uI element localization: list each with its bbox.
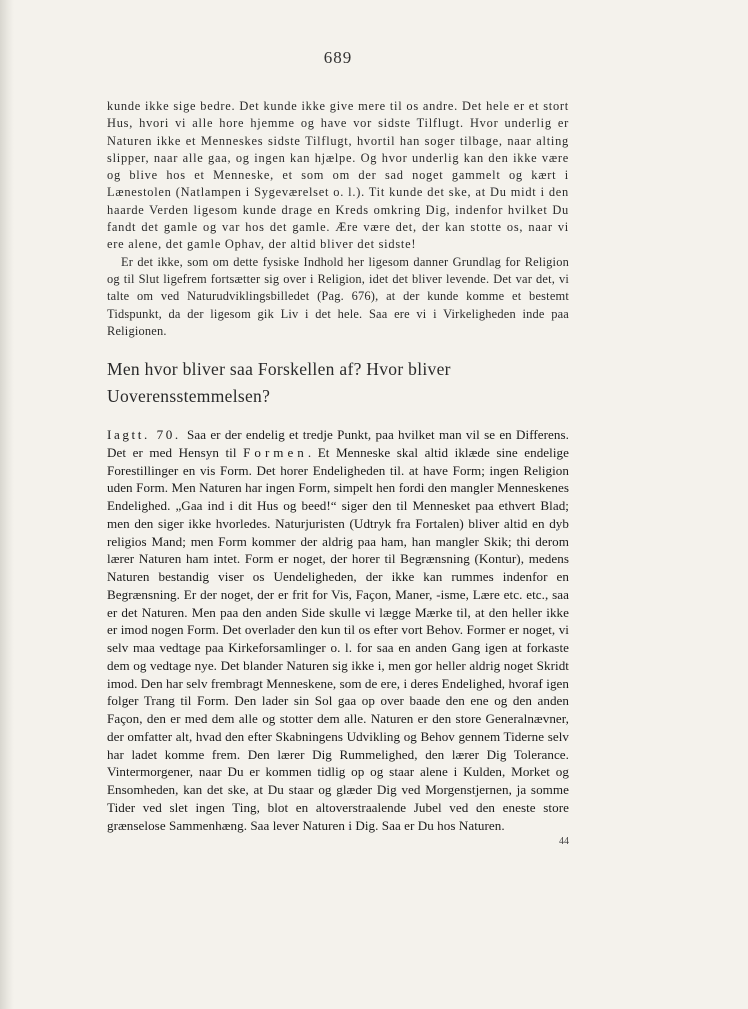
paragraph-religion: Er det ikke, som om dette fysiske Indhold her ligesom danner Grundlag for Religion og til Slut ligefrem fortsætter sig over i Religion, idet det bliver levende. Det var det, vi talte om ved Naturudviklingsbilledet (Pag. 676), at der kunde komme et bestemt Tidspunkt, da der ligesom gik Liv i det hele. Saa ere vi i Virkeligheden inde paa Religionen. [107,254,569,338]
book-page [107,48,569,847]
emphasized-word: Formen [243,444,308,460]
paragraph-text-b: . Et Menneske skal altid iklæde sine endelige Forestillinger en vis Form. Det horer Endeligheden til. at have Form; ingen Religion uden Form. Men Naturen har ingen Form, simpelt hen fordi den mangler Menneskenes Endelighed. „Gaa ind i dit Hus og beed!“ siger den til Mennesket paa ethvert Blad; men den siger ikke hvorledes. Naturjuristen (Udtryk fra Fortalen) bliver altid en dyb religios Mand; men Form kommer der aldrig paa ham, han mangler Skik; thi derom lærer Naturen ham intet. Form er noget, der horer til Begrænsning (Kontur), medens Naturen bestandig viser os Uendeligheden, der ikke kan rummes indenfor en Begrænsning. Er der noget, der er frit for Vis, Façon, Maner, -isme, Lære etc. etc., saa er det Naturen. Men paa den anden Side skulle vi lægge Mærke til, at den heller ikke er imod nogen Form. Det overlader den kun til os efter vort Behov. Former er noget, vi selv maa vedtage paa Kirkeforsamlinger o. l. for saa en anden Gang igen at forkaste dem og vedtage nye. Det blander Naturen sig ikke i, men gor heller aldrig noget Skridt imod. Den har selv frembragt Menneskene, som de ere, i deres Endelighed, hvoraf igen folger Trang til Form. Den lader sin Sol gaa op over baade den ene og den anden Façon, den er med dem alle og stotter dem alle. Naturen er den store Generalnævner, der omfatter alt, hvad den efter Skabningens Udvikling og Behov gennem Tiderne selv har ladet komme frem. Den lærer Dig Rummelighed, den lærer Dig Tolerance. Vintermorgener, naar Du er kommen tidlig op og staar alene i Kulden, Morket og Ensomheden, kan det ske, at Du staar og glæder Dig ved Morgenstjernen, ja somme Tider ved slet ingen Ting, blot en altoverstraalende Jubel ved den eneste store grænselose Sammenhæng. Saa lever Naturen i Dig. Saa er Du hos Naturen. [107,444,569,833]
paragraph-observation-70 [107,426,569,834]
paragraph-continued: kunde ikke sige bedre. Det kunde ikke give mere til os andre. Det hele er et stort Hus, hvori vi alle hore hjemme og have vor sidste Tilflugt. Hvor underlig er Naturen ikke et Menneskes sidste Tilflugt, hvortil han soger tilbage, naar alting slipper, naar alle gaa, og ingen kan hjælpe. Og hvor underlig kan den ikke være og blive hos et Menneske, et som om der sad noget gammelt og kært i Lænestolen (Natlampen i Sygeværelset o. l.). Tit kunde det ske, at Du midt i den haarde Verden ligesom kunde drage en Kreds omkring Dig, indenfor hvilket Du fandt det gamle og var hos det gamle. Ære være det, der kan stotte os, naar vi ere alene, det gamle Ophav, der altid bliver det sidste! [107,99,569,252]
section-heading: Men hvor bliver saa Forskellen af? Hvor bliver Uoverensstemmelsen? [107,359,451,407]
printer-signature: 44 [559,836,569,848]
observation-label: Iagtt. 70. [107,427,181,443]
page-number: 689 [323,48,353,67]
page-gutter-shadow [0,0,14,1009]
paragraph-text-a: Saa er der endelig et tredje Punkt, paa hvilket man vil se en Differens. Det er med Hensyn til [107,427,569,460]
